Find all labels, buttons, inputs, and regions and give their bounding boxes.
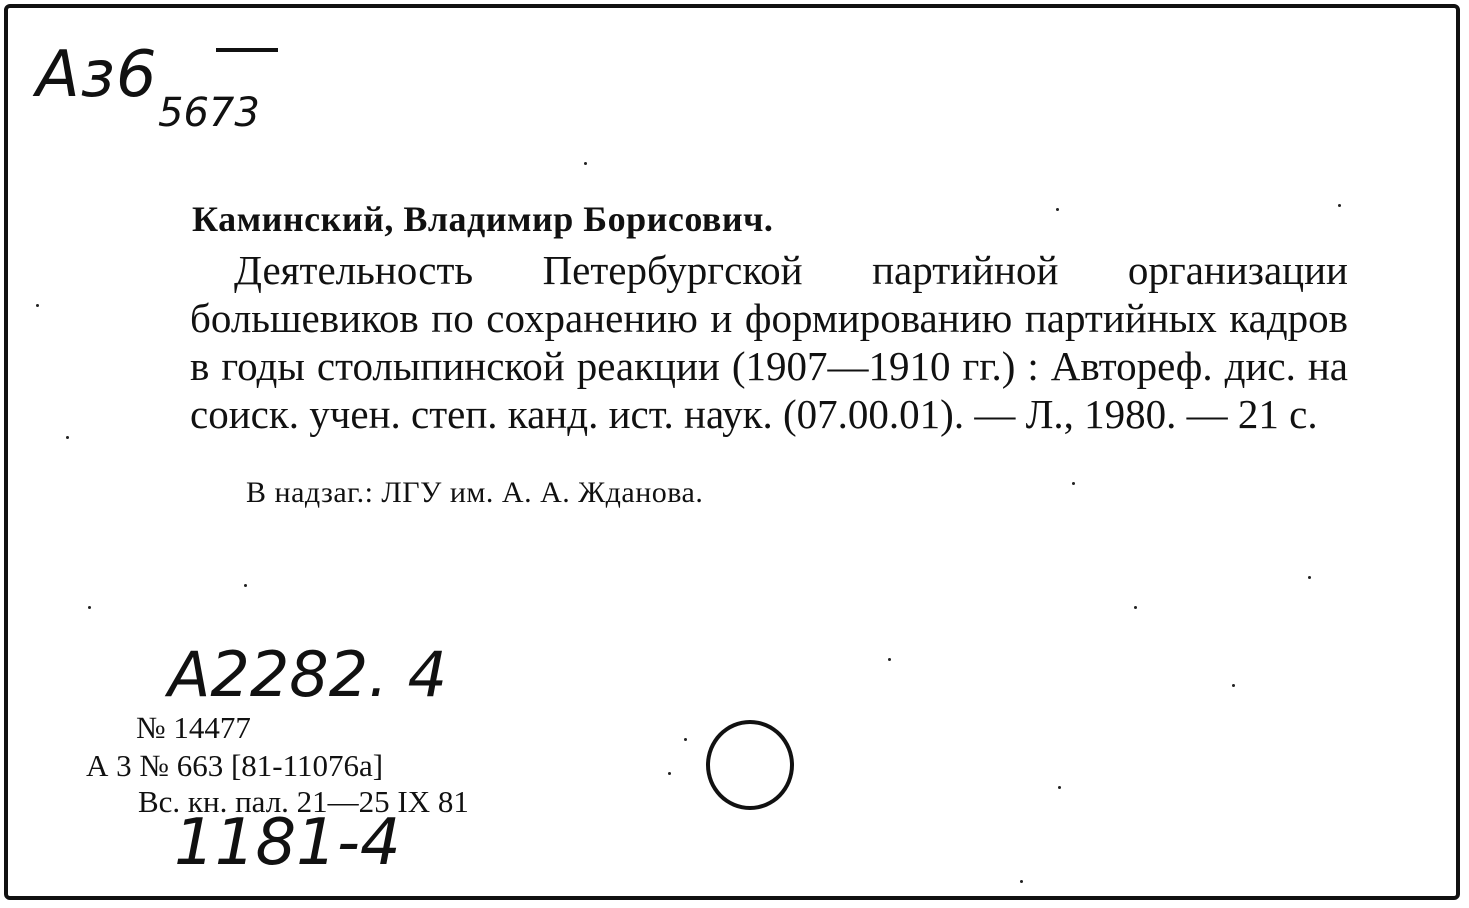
- registration-order: А 3 № 663 [81-11076а]: [86, 748, 384, 783]
- registration-list: Вс. кн. пал. 21—25 IX 81: [138, 784, 469, 819]
- shelfmark-main: Аз6: [36, 38, 158, 112]
- speck: [88, 606, 91, 609]
- shelfmark-sub: 5673: [158, 90, 260, 136]
- speck: [1056, 208, 1059, 211]
- speck: [1134, 606, 1137, 609]
- speck: [66, 436, 69, 439]
- speck: [668, 772, 671, 775]
- speck: [1308, 576, 1311, 579]
- speck: [36, 304, 39, 307]
- entry-description: Деятельность Петербургской партийной организации большевиков по сохранению и формированию партийных кадров в годы столыпинской реакции (1907—1910 гг.) : Автореф. дис. на соиск. учен. степ. канд. ист. наук. (07.00.01). — Л., 1980. — 21 с.: [190, 247, 1348, 437]
- speck: [1338, 204, 1341, 207]
- shelfmark-overline: [216, 48, 278, 52]
- speck: [1072, 482, 1075, 485]
- speck: [1020, 880, 1023, 883]
- handwritten-mark-top: А2282. 4: [168, 638, 448, 711]
- speck: [684, 738, 687, 741]
- catalog-card: [4, 4, 1460, 900]
- entry-author: Каминский, Владимир Борисович.: [192, 199, 774, 239]
- speck: [244, 584, 247, 587]
- entry-note: В надзаг.: ЛГУ им. А. А. Жданова.: [246, 476, 704, 509]
- speck: [1232, 684, 1235, 687]
- registration-number: № 14477: [136, 710, 251, 745]
- speck: [1058, 786, 1061, 789]
- punch-hole: [706, 720, 794, 810]
- handwritten-mark-bottom: 1181-4: [174, 806, 401, 880]
- speck: [888, 658, 891, 661]
- speck: [584, 162, 587, 165]
